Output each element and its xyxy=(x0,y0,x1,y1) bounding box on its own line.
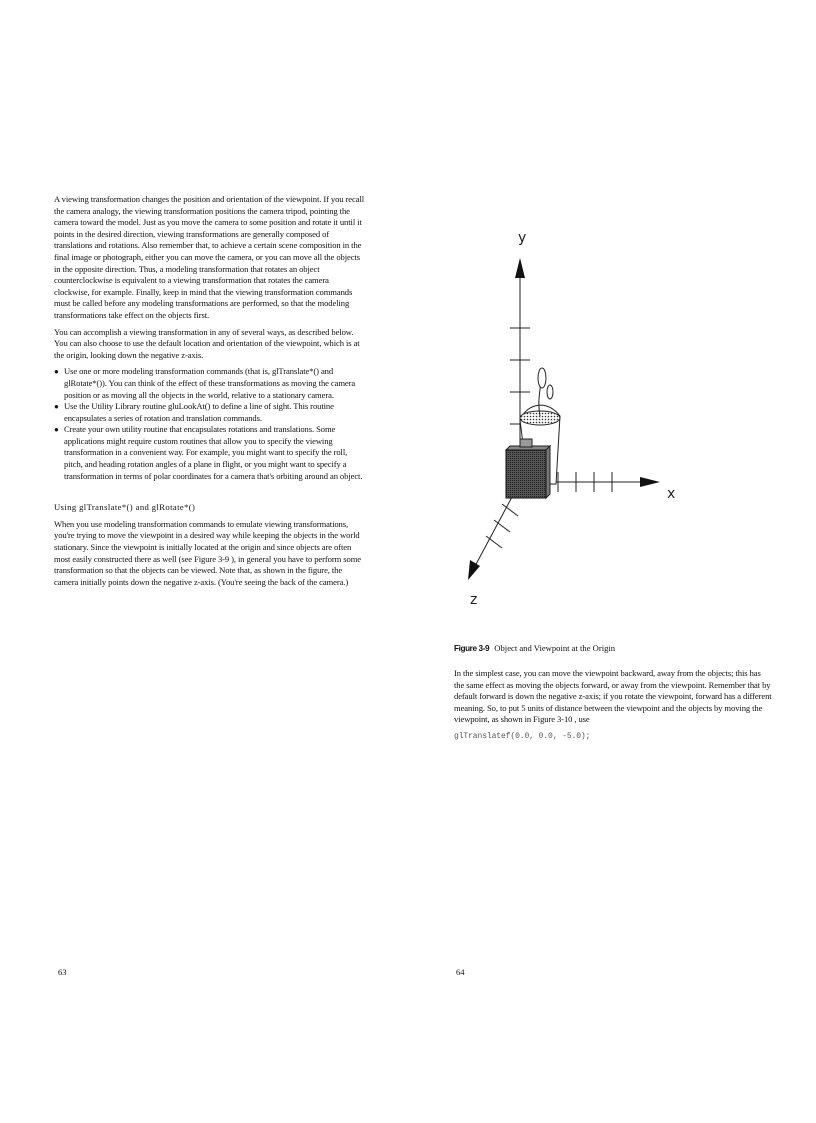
paragraph-modeling-commands: When you use modeling transformation commands to emulate viewing transformations, you're trying to move the viewpoint in a desired way while keeping the objects in the world stationary. Since the viewpoint is initially located at the origin and since objects are often most easily constructed there as well (see Figure 3-9 ), in general you have to perform some transformation so that the objects can be viewed. Note that, as shown in the figure, the camera initially points down the negative z-axis. (You're seeing the back of the camera.) xyxy=(54,518,361,587)
figure-object-viewpoint xyxy=(448,220,748,620)
page-number-right: 64 xyxy=(456,967,465,977)
list-item xyxy=(54,366,366,401)
right-page xyxy=(408,0,816,1123)
bullet-icon: ● xyxy=(54,367,59,377)
z-axis-label: z xyxy=(470,592,478,608)
x-axis-label: x xyxy=(667,486,676,502)
method-list xyxy=(54,366,366,482)
list-item-text: Use the Utility Library routine gluLookAt() to define a line of sight. This routine encapsulates a series of rotation and translation commands. xyxy=(64,401,334,423)
figure-caption-text: Object and Viewpoint at the Origin xyxy=(494,643,616,653)
figure-caption xyxy=(454,643,615,653)
paragraph-viewing-transformation: A viewing transformation changes the position and orientation of the viewpoint. If you recall the camera analogy, the viewing transformation positions the camera tripod, pointing the camera toward the model. Just as you move the camera to some position and rotate it until it points in the desired direction, viewing transformations are generally composed of translations and rotations. Also remember that, to achieve a certain scene composition in the final image or photograph, either you can move the camera, or you can move all the objects in the opposite direction. Thus, a modeling transformation that rotates an object counterclockwise is equivalent to a viewing transformation that rotates the camera clockwise, for example. Finally, keep in mind that the viewing transformation commands must be called before any modeling transformations are performed, so that the modeling transformations take effect on the objects first. xyxy=(54,194,365,320)
right-text-block xyxy=(454,668,772,743)
camera-object xyxy=(506,439,550,498)
bullet-icon: ● xyxy=(54,425,59,435)
page-number-left: 63 xyxy=(58,967,67,977)
list-item-text: Use one or more modeling transformation commands (that is, glTranslate*() and glRotate*()). You can think of the effect of these transformations as moving the camera position or as moving all the objects in the world, relative to a stationary camera. xyxy=(64,366,356,400)
list-item xyxy=(54,401,366,424)
paragraph-simplest-case: In the simplest case, you can move the viewpoint backward, away from the objects; this has the same effect as moving the objects forward, or away from the viewpoint. Remember that by default forward is down the negative z-axis; if you rotate the viewpoint, forward has a different meaning. So, to put 5 units of distance between the viewpoint and the objects by moving the viewpoint, as shown in Figure 3-10 , use xyxy=(454,668,772,725)
y-axis-label: y xyxy=(518,230,527,246)
code-snippet: glTranslatef(0.0, 0.0, -5.0); xyxy=(454,731,591,741)
section-subheading: Using glTranslate*() and glRotate*() xyxy=(54,502,196,513)
figure-label: Figure 3-9 xyxy=(454,644,490,653)
left-text-block xyxy=(54,194,366,593)
bullet-icon: ● xyxy=(54,402,59,412)
paragraph-accomplish: You can accomplish a viewing transformation in any of several ways, as described below. You can also choose to use the default location and orientation of the viewpoint, which is at the origin, looking down the negative z-axis. xyxy=(54,326,360,360)
list-item xyxy=(54,424,366,482)
list-item-text: Create your own utility routine that encapsulates rotations and translations. Some applications might require custom routines that allow you to specify the viewing transformation in a convenient way. For example, you might want to specify the roll, pitch, and heading rotation angles of a plane in flight, or you might want to specify a transformation in terms of polar coordinates for a camera that's orbiting around an object. xyxy=(64,424,363,481)
